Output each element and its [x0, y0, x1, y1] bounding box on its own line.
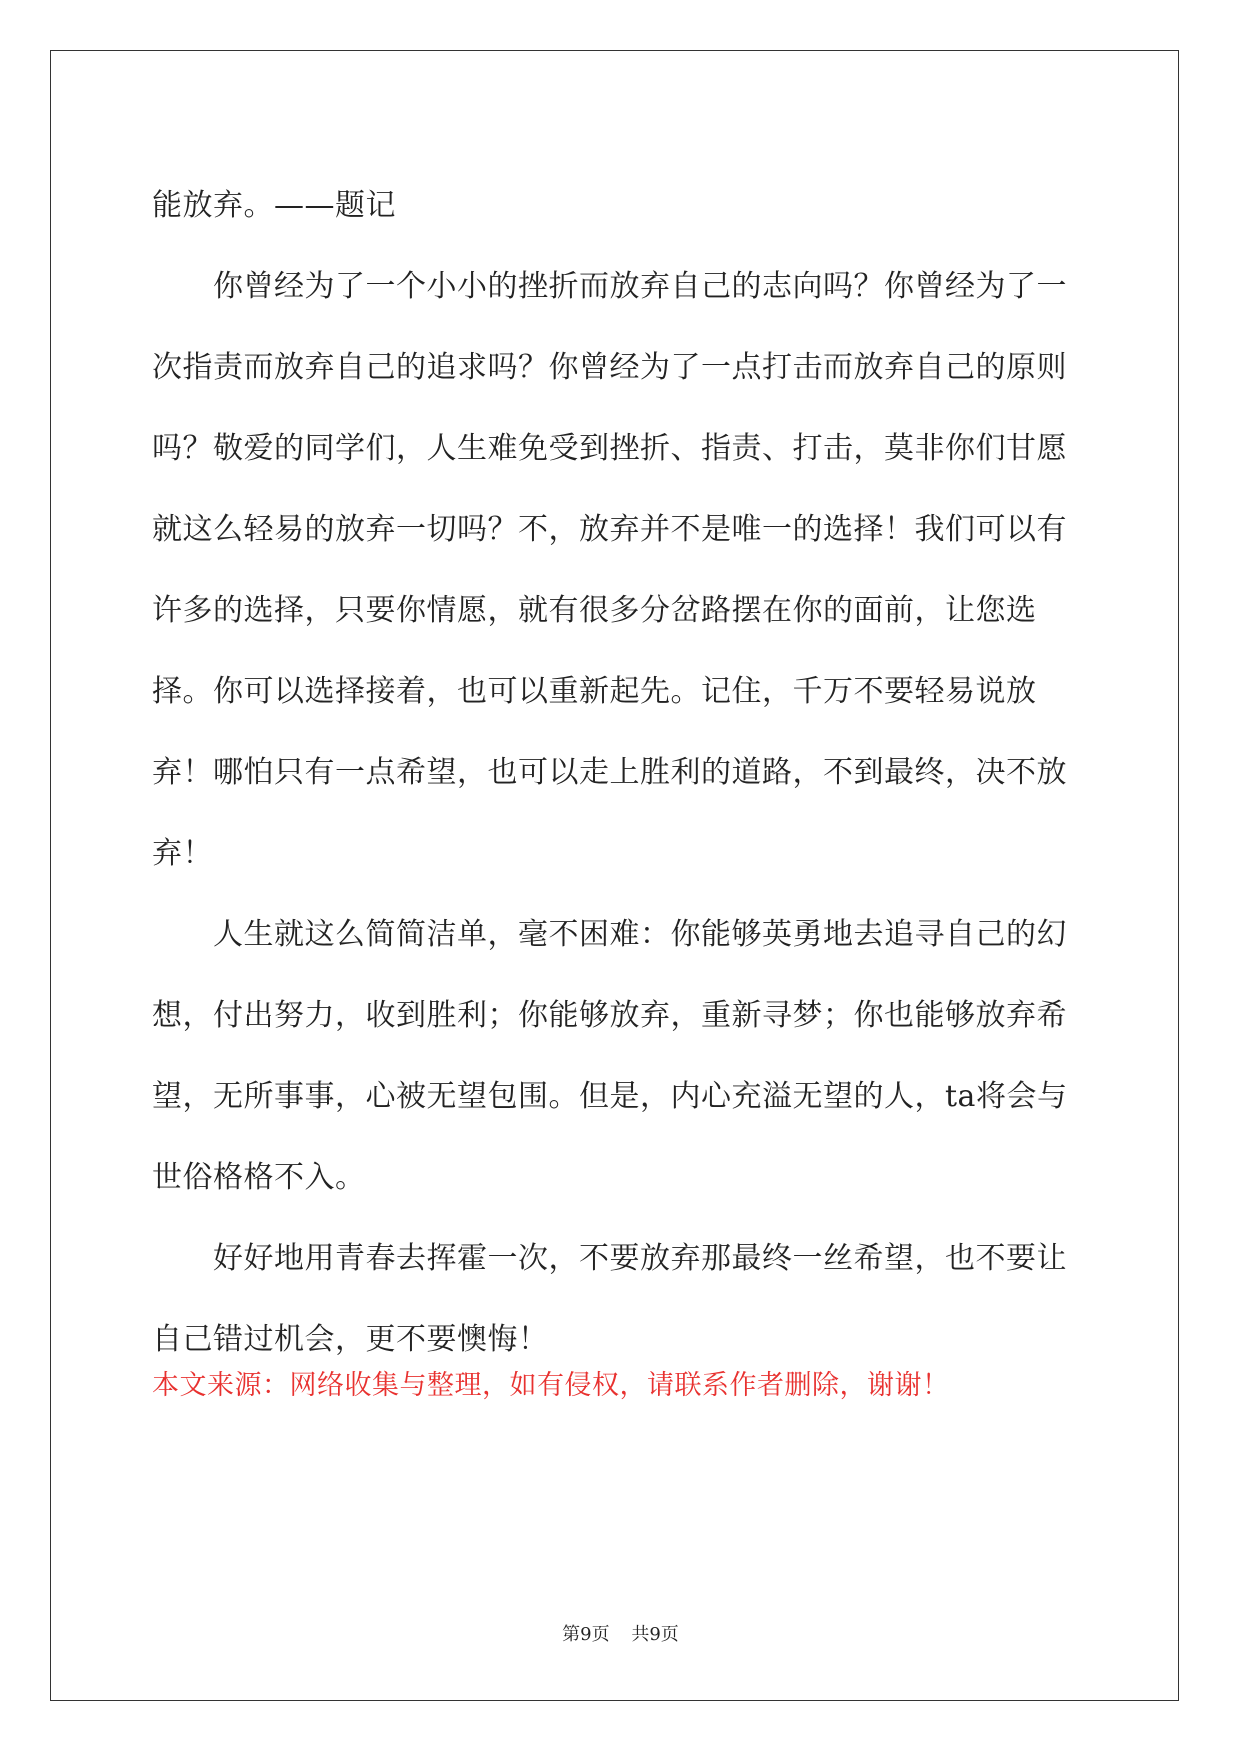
page-number-current: 第9页: [562, 1624, 610, 1645]
paragraph-2: 人生就这么简简洁单，毫不困难：你能够英勇地去追寻自己的幻想，付出努力，收到胜利；你能够放弃，重新寻梦；你也能够放弃希望，无所事事，心被无望包围。但是，内心充溢无望的人，ta将会与世俗格格不入。: [152, 917, 1068, 1195]
paragraph-3: 好好地用青春去挥霍一次，不要放弃那最终一丝希望，也不要让自己错过机会，更不要懊悔！: [152, 1241, 1067, 1357]
page-footer: [0, 1620, 1241, 1646]
document-body: [152, 165, 1092, 1380]
source-note: 本文来源：网络收集与整理，如有侵权，请联系作者删除，谢谢！: [152, 1370, 950, 1401]
paragraph-1: 你曾经为了一个小小的挫折而放弃自己的志向吗？你曾经为了一次指责而放弃自己的追求吗？你曾经为了一点打击而放弃自己的原则吗？敬爱的同学们，人生难免受到挫折、指责、打击，莫非你们甘愿就这么轻易的放弃一切吗？不，放弃并不是唯一的选择！我们可以有许多的选择，只要你情愿，就有很多分岔路摆在你的面前，让您选择。你可以选择接着，也可以重新起先。记住，千万不要轻易说放弃！哪怕只有一点希望，也可以走上胜利的道路，不到最终，决不放弃！: [152, 269, 1067, 871]
paragraph-epigraph-end: 能放弃。——题记: [152, 188, 396, 223]
page-number-total: 共9页: [631, 1624, 679, 1645]
